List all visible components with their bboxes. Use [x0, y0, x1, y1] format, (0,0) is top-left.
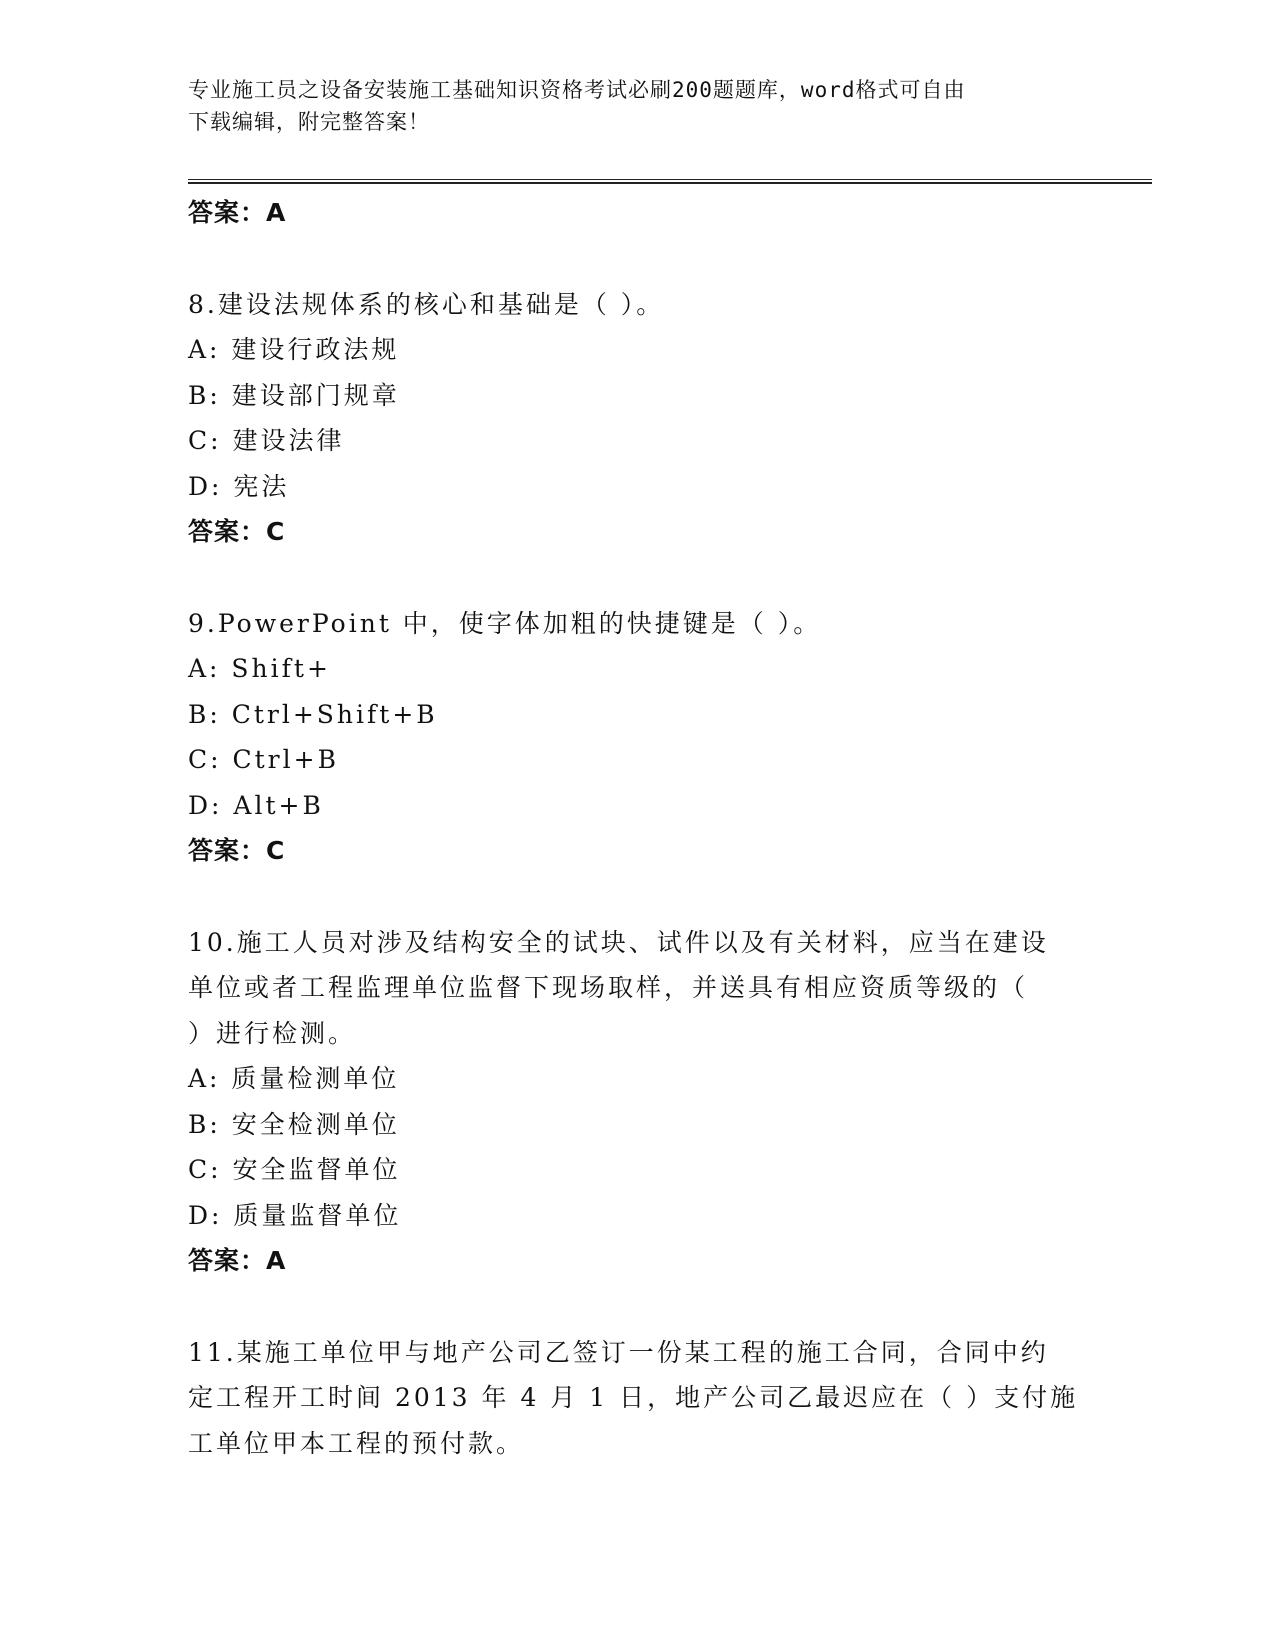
option-a: A: 质量检测单位 — [188, 1064, 400, 1093]
question-stem-line: 11.某施工单位甲与地产公司乙签订一份某工程的施工合同，合同中约 — [188, 1337, 1049, 1367]
spacer — [188, 1284, 1078, 1330]
option-d: D: Alt+B — [188, 790, 324, 820]
option-d: D: 宪法 — [188, 471, 290, 501]
document-body — [188, 190, 1078, 1466]
question-block — [188, 1330, 1078, 1467]
answer-label: 答案：C — [188, 836, 286, 865]
header-line-1: 专业施工员之设备安装施工基础知识资格考试必刷200题题库，word格式可自由 — [188, 78, 966, 102]
answer-label: 答案：A — [188, 1246, 287, 1275]
document-header — [188, 74, 1088, 138]
header-line-2: 下载编辑，附完整答案！ — [188, 110, 430, 134]
question-block — [188, 601, 1078, 874]
option-a: A: 建设行政法规 — [188, 335, 400, 364]
option-b: B: 建设部门规章 — [188, 380, 400, 410]
option-c: C: 建设法律 — [188, 426, 345, 455]
question-stem-line: 工单位甲本工程的预付款。 — [188, 1428, 525, 1458]
answer-label: 答案：A — [188, 198, 287, 227]
answer-label: 答案：C — [188, 517, 286, 546]
question-stem: 8.建设法规体系的核心和基础是（ ）。 — [188, 289, 665, 319]
header-rule-thick — [188, 182, 1152, 184]
option-c: C: Ctrl+B — [188, 745, 339, 774]
question-stem-line: 单位或者工程监理单位监督下现场取样，并送具有相应资质等级的（ — [188, 973, 1029, 1002]
question-stem-line: 10.施工人员对涉及结构安全的试块、试件以及有关材料，应当在建设 — [188, 927, 1049, 957]
option-d: D: 质量监督单位 — [188, 1200, 402, 1230]
option-c: C: 安全监督单位 — [188, 1155, 401, 1184]
spacer — [188, 555, 1078, 601]
question-stem-line: 定工程开工时间 2013 年 4 月 1 日，地产公司乙最迟应在（ ）支付施 — [188, 1383, 1079, 1412]
option-a: A: Shift+ — [188, 654, 331, 683]
spacer — [188, 874, 1078, 920]
spacer — [188, 236, 1078, 282]
question-block — [188, 920, 1078, 1284]
question-block — [188, 282, 1078, 555]
question-stem: 9.PowerPoint 中，使字体加粗的快捷键是（ ）。 — [188, 608, 822, 638]
option-b: B: Ctrl+Shift+B — [188, 699, 438, 729]
question-stem-line: ）进行检测。 — [188, 1018, 357, 1048]
header-rule-thin — [188, 179, 1152, 180]
option-b: B: 安全检测单位 — [188, 1109, 400, 1139]
